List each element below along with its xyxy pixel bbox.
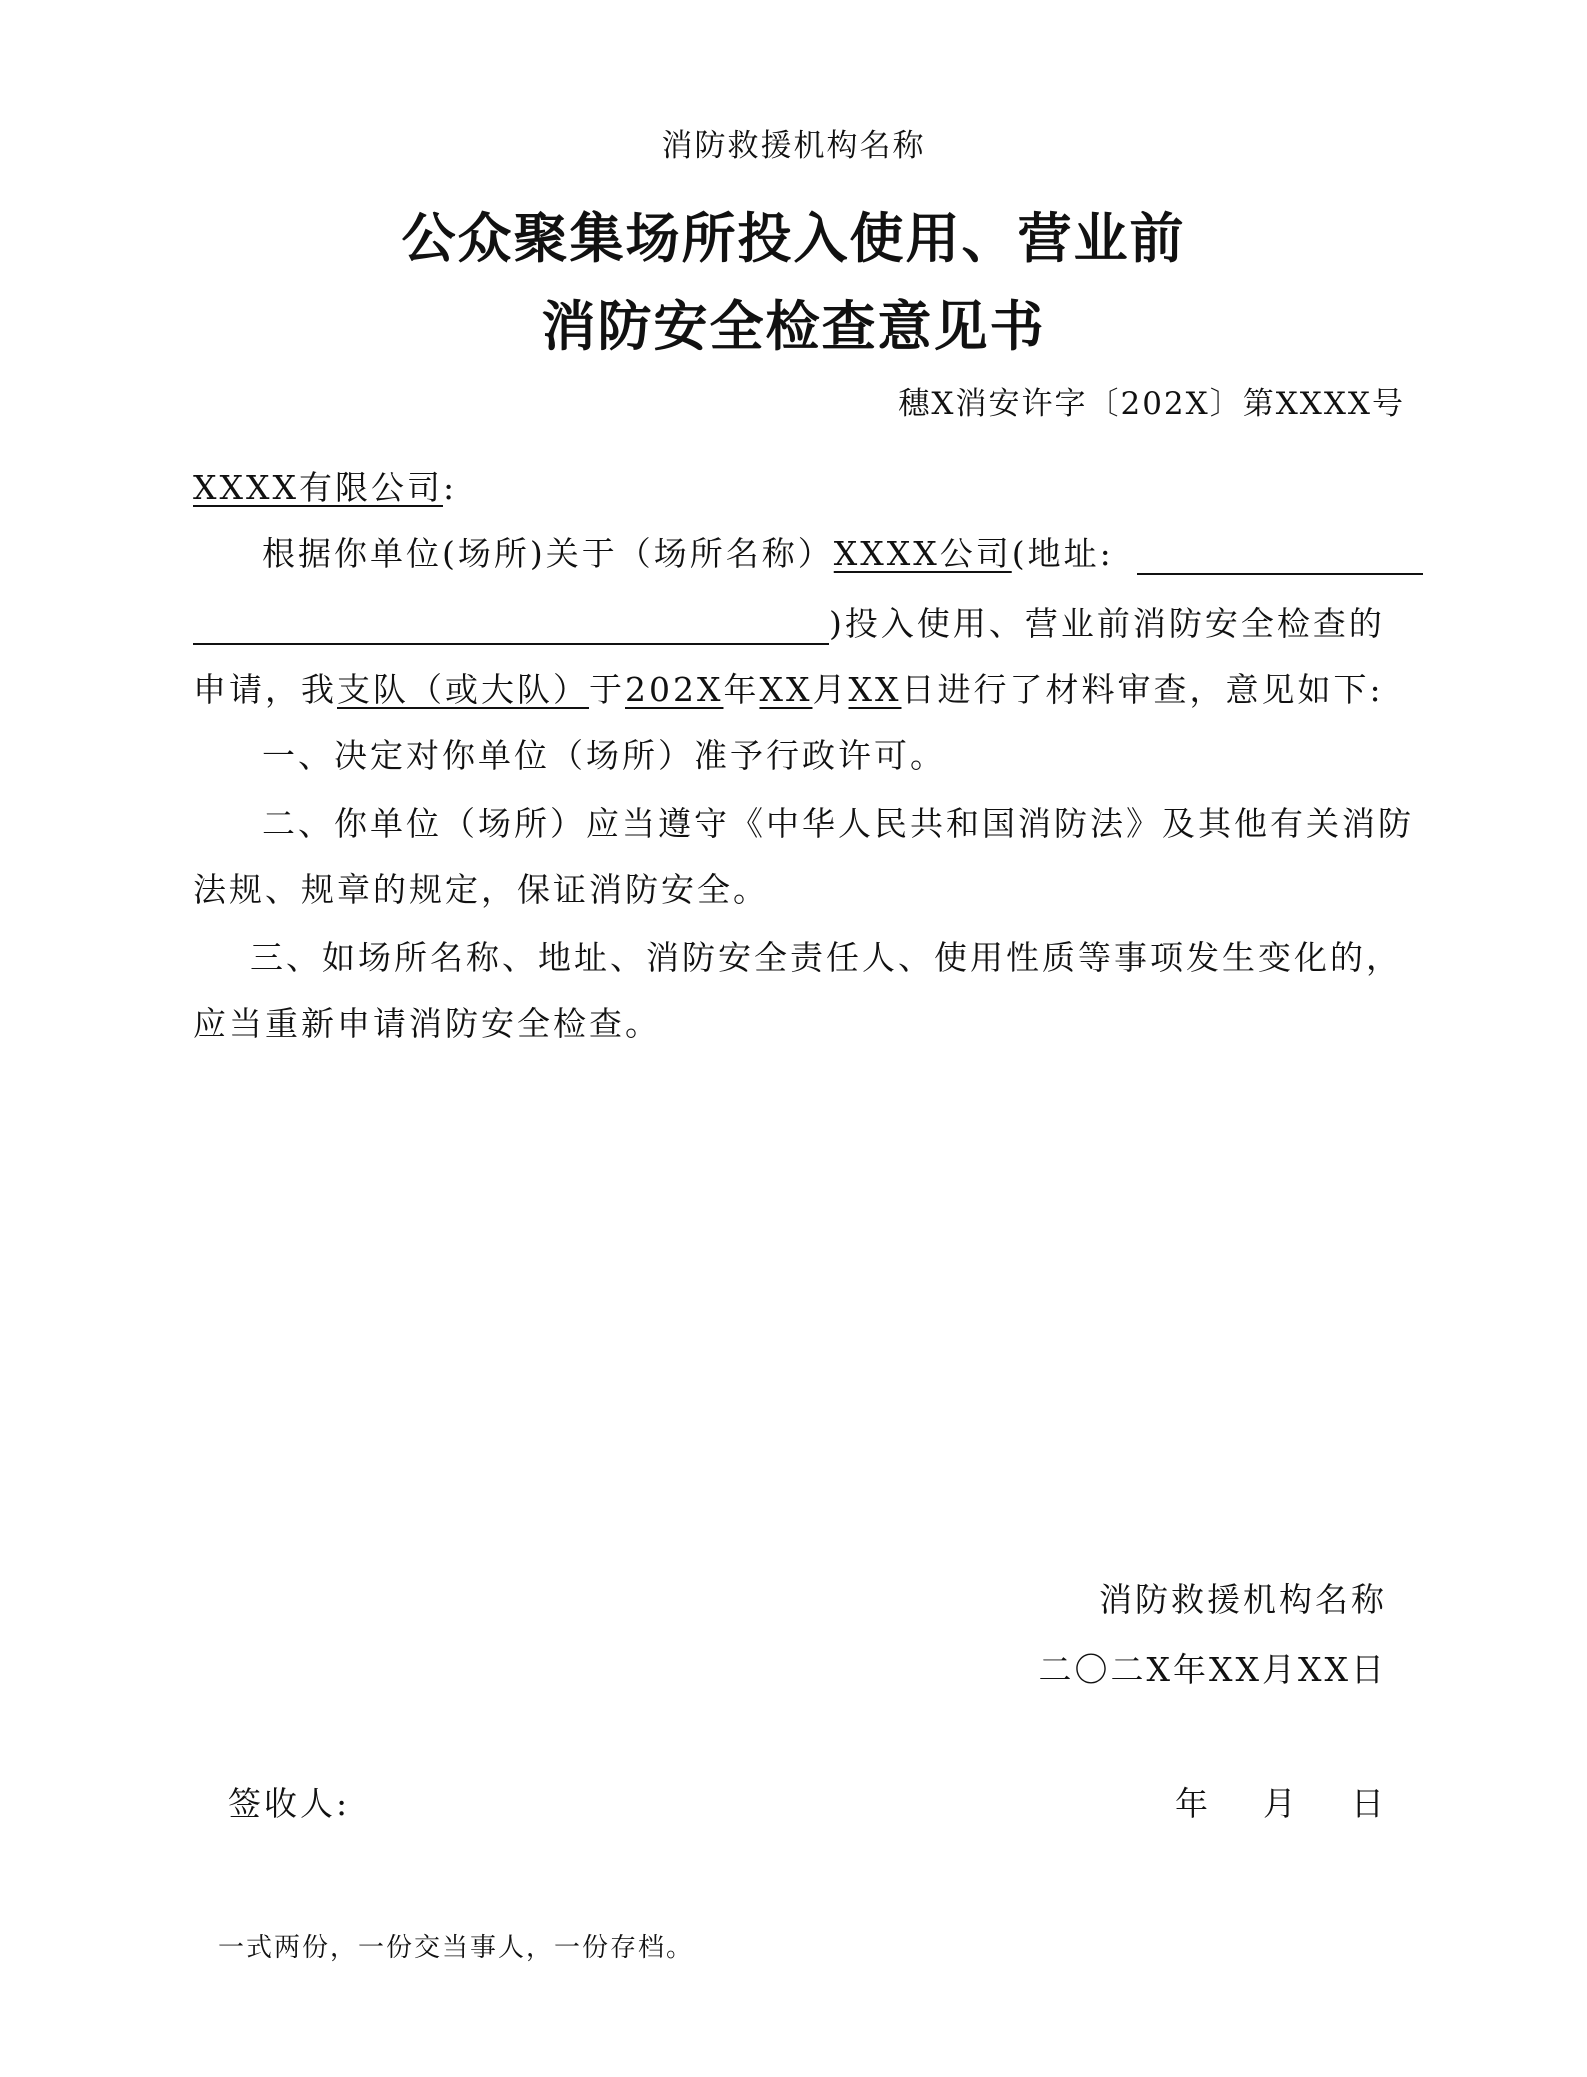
opinion-item-3-line1: 三、如场所名称、地址、消防安全责任人、使用性质等事项发生变化的，: [250, 938, 1402, 977]
opinion-item-3-line2: 应当重新申请消防安全检查。: [193, 1004, 661, 1043]
address-blank-line-2: [193, 607, 829, 645]
review-year: 202X: [625, 670, 724, 709]
recipient-name: XXXX有限公司: [193, 468, 443, 507]
document-title-line2: 消防安全检查意见书: [541, 295, 1046, 358]
year-suffix: 年: [723, 670, 760, 709]
intro-line-1: [262, 528, 1423, 575]
receiver-label: 签收人:: [228, 1784, 351, 1823]
venue-name: XXXX公司: [833, 534, 1012, 573]
document-number: 穗X消安许字〔202X〕第XXXX号: [898, 386, 1405, 422]
intro-text-4: 申请，我: [193, 670, 337, 709]
signature-org-name: 消防救援机构名称: [1099, 1580, 1387, 1619]
receipt-date-fields: [1175, 1778, 1387, 1825]
intro-text-3: )投入使用、营业前消防安全检查的: [829, 604, 1385, 643]
address-label: (地址:: [1011, 534, 1114, 573]
intro-line-2: [193, 598, 1385, 645]
review-day: XX: [848, 670, 902, 709]
opinion-item-2-line1: 二、你单位（场所）应当遵守《中华人民共和国消防法》及其他有关消防: [262, 804, 1414, 843]
intro-text-1: 根据你单位(场所)关于（场所名称）: [262, 534, 834, 573]
receipt-day-label: 日: [1351, 1784, 1387, 1823]
month-suffix: 月: [812, 670, 849, 709]
opinion-item-1: 一、决定对你单位（场所）准予行政许可。: [262, 736, 946, 775]
document-title-line1: 公众聚集场所投入使用、营业前: [401, 207, 1186, 270]
intro-line-3: [193, 664, 1384, 711]
opinion-item-2-line2: 法规、规章的规定，保证消防安全。: [193, 870, 769, 909]
receipt-year-label: 年: [1175, 1784, 1211, 1823]
signature-date: 二〇二X年XX月XX日: [1038, 1650, 1387, 1689]
reviewing-unit: 支队（或大队）: [337, 670, 589, 709]
issuing-org-header: 消防救援机构名称: [661, 128, 926, 164]
intro-text-5: 于: [589, 670, 625, 709]
address-blank-line: [1137, 537, 1423, 575]
recipient-line: [193, 462, 457, 509]
receipt-month-label: 月: [1263, 1784, 1299, 1823]
recipient-colon: :: [442, 468, 458, 507]
intro-text-6: 日进行了材料审查，意见如下:: [901, 670, 1384, 709]
copies-footnote: 一式两份，一份交当事人，一份存档。: [218, 1933, 695, 1963]
review-month: XX: [759, 670, 813, 709]
